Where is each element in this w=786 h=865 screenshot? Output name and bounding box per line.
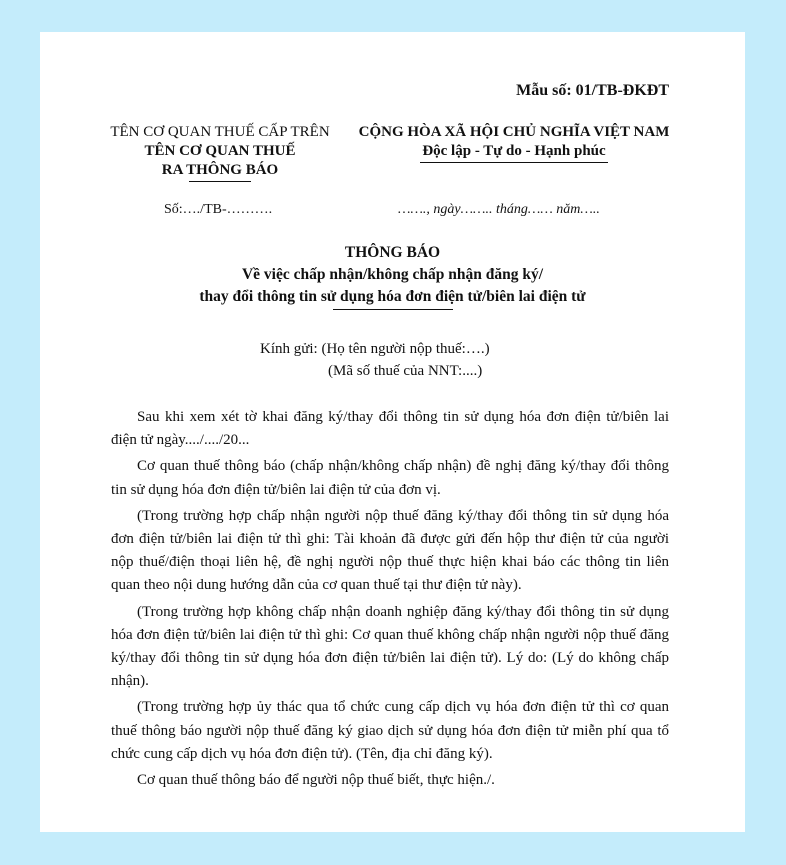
document-title: THÔNG BÁO: [344, 244, 441, 261]
agency-underline: [189, 181, 251, 182]
body-paragraph: (Trong trường hợp ủy thác qua tổ chức cung cấp dịch vụ hóa đơn điện tử thì cơ quan thuế thông báo người nộp thuế đăng ký giao dịch sử dụng hóa đơn điện tử miễn phí qua tổ chức cung cấp dịch vụ hóa đơn điện tử). (Tên, địa chỉ đăng ký).: [111, 699, 669, 762]
form-code: Mẫu số: 01/TB-ĐKĐT: [516, 82, 669, 99]
agency-issuing-label: RA THÔNG BÁO: [161, 162, 279, 178]
agency-name: TÊN CƠ QUAN THUẾ: [144, 143, 296, 159]
issuing-agency-block: [100, 123, 340, 182]
document-body: [111, 406, 669, 795]
national-header: [350, 123, 678, 163]
recipient-block: [260, 338, 490, 382]
body-paragraph: Cơ quan thuế thông báo (chấp nhận/không chấp nhận) đề nghị đăng ký/thay đổi thông tin sử dụng hóa đơn điện tử/biên lai điện tử của đơn vị.: [111, 458, 669, 498]
document-subject-line-2: thay đổi thông tin sử dụng hóa đơn điện tử/biên lai điện tử: [199, 288, 586, 305]
nation-motto: Độc lập - Tự do - Hạnh phúc: [422, 143, 606, 159]
document-subject-line-1: Về việc chấp nhận/không chấp nhận đăng ký/: [241, 266, 544, 283]
document-number: Số:…./TB-……….: [164, 202, 273, 217]
body-paragraph: Sau khi xem xét tờ khai đăng ký/thay đổi thông tin sử dụng hóa đơn điện tử/biên lai điện tử ngày..../..../20...: [111, 409, 669, 449]
body-paragraph: (Trong trường hợp chấp nhận người nộp thuế đăng ký/thay đổi thông tin sử dụng hóa đơn điện tử/biên lai điện tử thì ghi: Tài khoản đã được gửi đến hộp thư điện tử của người nộp thuế/điện thoại liên hệ, đề nghị người nộp thuế thực hiện khai báo các thông tin liên quan theo nội dung hướng dẫn của cơ quan thuế tại thư điện tử này).: [111, 507, 669, 594]
recipient-name: Kính gửi: (Họ tên người nộp thuế:….): [260, 341, 490, 357]
document-title-block: [40, 242, 745, 310]
nation-name: CỘNG HÒA XÃ HỘI CHỦ NGHĨA VIỆT NAM: [358, 124, 670, 140]
document-page: [40, 32, 745, 832]
recipient-tax-code: (Mã số thuế của NNT:....): [328, 363, 483, 379]
body-paragraph: Cơ quan thuế thông báo để người nộp thuế biết, thực hiện./.: [137, 772, 495, 789]
motto-underline: [420, 162, 608, 163]
body-paragraph: (Trong trường hợp không chấp nhận doanh nghiệp đăng ký/thay đổi thông tin sử dụng hóa đơn điện tử/biên lai điện tử thì ghi: Cơ quan thuế không chấp nhận người nộp thuế đăng ký/thay đổi thông tin sử dụng hóa đơn điện tử/biên lai điện tử). Lý do: (Lý do không chấp nhận).: [111, 603, 669, 690]
document-date: ……., ngày…….. tháng…… năm…..: [398, 202, 600, 217]
parent-agency-name: TÊN CƠ QUAN THUẾ CẤP TRÊN: [110, 124, 330, 140]
title-underline: [333, 309, 453, 310]
